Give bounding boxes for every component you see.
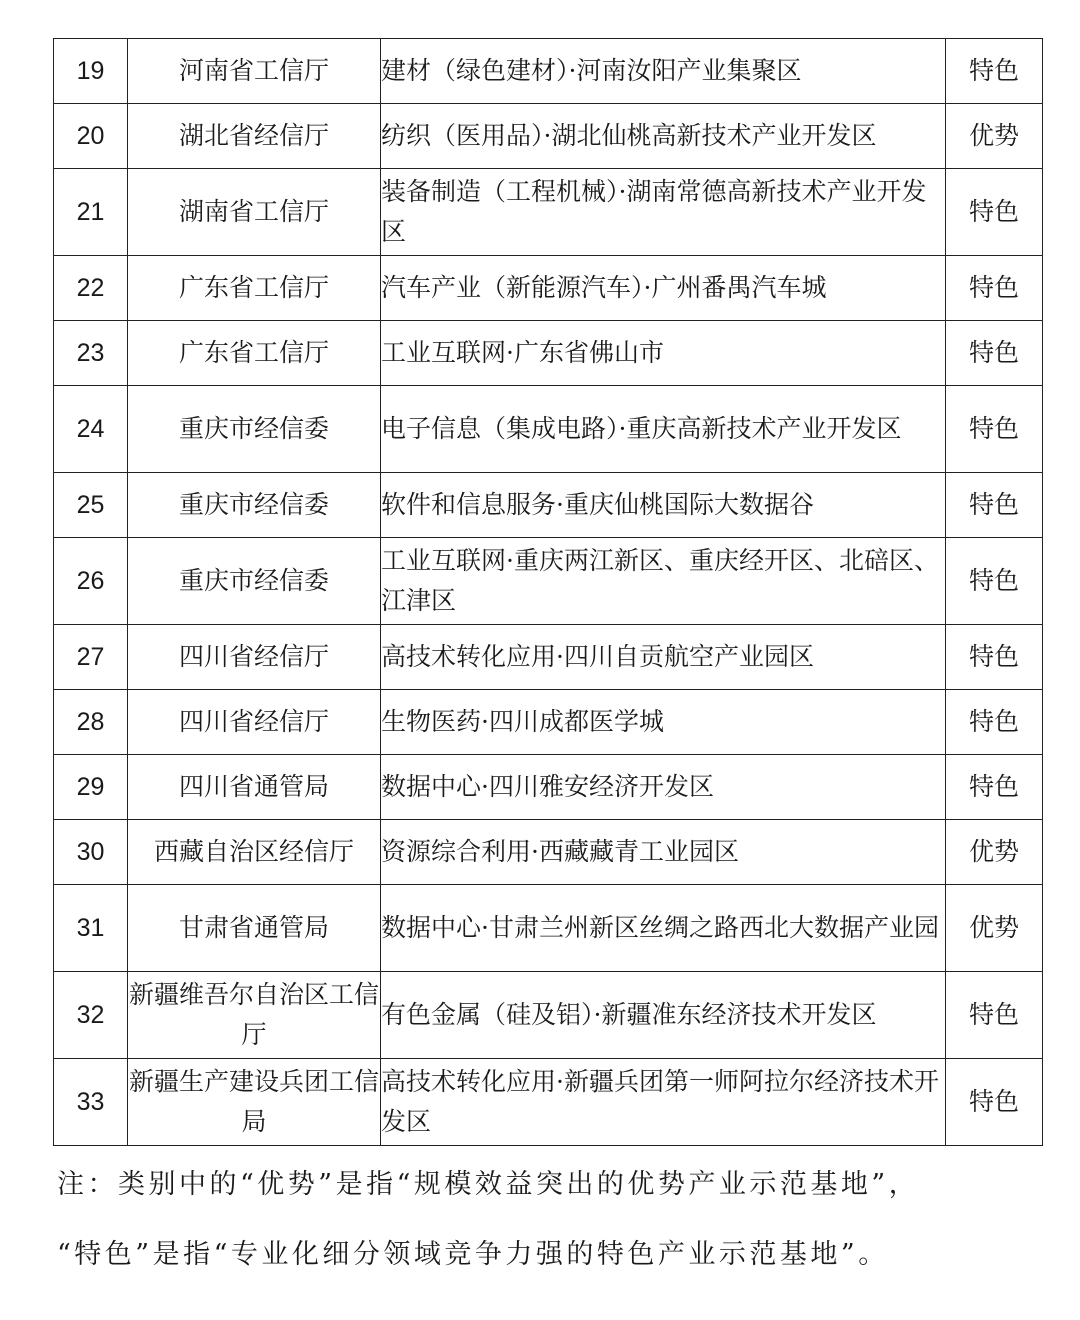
department: 西藏自治区经信厅 <box>128 820 381 885</box>
row-number: 20 <box>54 104 128 169</box>
industry-base: 数据中心·甘肃兰州新区丝绸之路西北大数据产业园 <box>381 885 946 972</box>
table-row <box>54 473 1043 538</box>
category: 优势 <box>946 820 1043 885</box>
industry-base: 工业互联网·重庆两江新区、重庆经开区、北碚区、江津区 <box>381 538 946 625</box>
category: 特色 <box>946 39 1043 104</box>
industry-base: 纺织（医用品）·湖北仙桃高新技术产业开发区 <box>381 104 946 169</box>
category: 优势 <box>946 104 1043 169</box>
table-row <box>54 104 1043 169</box>
category: 特色 <box>946 386 1043 473</box>
industry-base: 数据中心·四川雅安经济开发区 <box>381 755 946 820</box>
category: 特色 <box>946 625 1043 690</box>
table-row <box>54 972 1043 1059</box>
industry-base: 资源综合利用·西藏藏青工业园区 <box>381 820 946 885</box>
department: 广东省工信厅 <box>128 256 381 321</box>
industry-base: 汽车产业（新能源汽车）·广州番禺汽车城 <box>381 256 946 321</box>
department: 四川省通管局 <box>128 755 381 820</box>
category: 特色 <box>946 256 1043 321</box>
department: 河南省工信厅 <box>128 39 381 104</box>
department: 新疆维吾尔自治区工信厅 <box>128 972 381 1059</box>
department: 湖北省经信厅 <box>128 104 381 169</box>
industry-base: 工业互联网·广东省佛山市 <box>381 321 946 386</box>
demo-base-table <box>53 38 1043 1146</box>
category: 特色 <box>946 1059 1043 1146</box>
table-row <box>54 538 1043 625</box>
row-number: 32 <box>54 972 128 1059</box>
industry-base: 软件和信息服务·重庆仙桃国际大数据谷 <box>381 473 946 538</box>
department: 四川省经信厅 <box>128 690 381 755</box>
footnote-line-2: “特色”是指“专业化细分领域竞争力强的特色产业示范基地”。 <box>57 1239 889 1270</box>
row-number: 19 <box>54 39 128 104</box>
industry-base: 装备制造（工程机械）·湖南常德高新技术产业开发区 <box>381 169 946 256</box>
department: 广东省工信厅 <box>128 321 381 386</box>
row-number: 31 <box>54 885 128 972</box>
table-row <box>54 885 1043 972</box>
row-number: 30 <box>54 820 128 885</box>
department: 重庆市经信委 <box>128 386 381 473</box>
department: 重庆市经信委 <box>128 473 381 538</box>
department: 重庆市经信委 <box>128 538 381 625</box>
department: 湖南省工信厅 <box>128 169 381 256</box>
row-number: 24 <box>54 386 128 473</box>
row-number: 27 <box>54 625 128 690</box>
row-number: 21 <box>54 169 128 256</box>
industry-base: 生物医药·四川成都医学城 <box>381 690 946 755</box>
category: 优势 <box>946 885 1043 972</box>
category: 特色 <box>946 321 1043 386</box>
row-number: 29 <box>54 755 128 820</box>
industry-base: 建材（绿色建材）·河南汝阳产业集聚区 <box>381 39 946 104</box>
table-row <box>54 256 1043 321</box>
row-number: 28 <box>54 690 128 755</box>
table-row <box>54 386 1043 473</box>
row-number: 26 <box>54 538 128 625</box>
industry-base: 有色金属（硅及铝）·新疆准东经济技术开发区 <box>381 972 946 1059</box>
table-row <box>54 625 1043 690</box>
category: 特色 <box>946 972 1043 1059</box>
industry-base: 高技术转化应用·新疆兵团第一师阿拉尔经济技术开发区 <box>381 1059 946 1146</box>
category: 特色 <box>946 755 1043 820</box>
department: 新疆生产建设兵团工信局 <box>128 1059 381 1146</box>
industry-base: 高技术转化应用·四川自贡航空产业园区 <box>381 625 946 690</box>
row-number: 22 <box>54 256 128 321</box>
footnote-line-1: 注：类别中的“优势”是指“规模效益突出的优势产业示范基地”， <box>57 1169 920 1200</box>
category: 特色 <box>946 690 1043 755</box>
table-row <box>54 321 1043 386</box>
table-row <box>54 169 1043 256</box>
row-number: 33 <box>54 1059 128 1146</box>
table-row <box>54 755 1043 820</box>
category: 特色 <box>946 473 1043 538</box>
row-number: 23 <box>54 321 128 386</box>
category: 特色 <box>946 169 1043 256</box>
table-row <box>54 820 1043 885</box>
category: 特色 <box>946 538 1043 625</box>
table-row <box>54 690 1043 755</box>
industry-base: 电子信息（集成电路）·重庆高新技术产业开发区 <box>381 386 946 473</box>
table-row <box>54 1059 1043 1146</box>
table-row <box>54 39 1043 104</box>
department: 甘肃省通管局 <box>128 885 381 972</box>
department: 四川省经信厅 <box>128 625 381 690</box>
row-number: 25 <box>54 473 128 538</box>
